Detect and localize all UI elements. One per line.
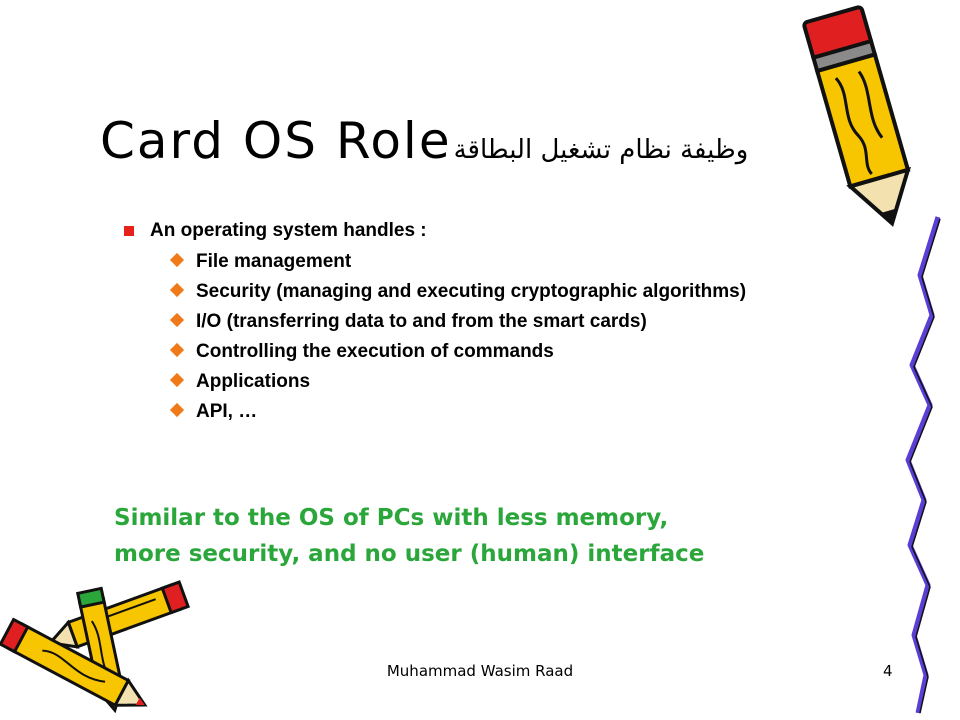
sub-item-text: I/O (transferring data to and from the smart cards): [196, 311, 647, 332]
pencil-icon: [800, 0, 950, 230]
sub-item: [120, 370, 780, 393]
square-bullet-icon: [124, 226, 134, 236]
sub-item-text: API, …: [196, 401, 258, 422]
diamond-bullet-icon: [170, 313, 184, 327]
sub-item: [120, 250, 780, 273]
page-number: 4: [883, 662, 893, 680]
summary-note-line: Similar to the OS of PCs with less memory,: [114, 505, 669, 531]
diamond-bullet-icon: [170, 373, 184, 387]
slide-title: [100, 112, 748, 182]
sub-item: [120, 310, 780, 333]
bullet-main: [120, 220, 780, 242]
sub-item-text: Applications: [196, 371, 311, 392]
summary-note: [114, 500, 874, 572]
sub-item: [120, 280, 780, 303]
diamond-bullet-icon: [170, 253, 184, 267]
title-english: Card OS Role: [100, 112, 452, 170]
sub-item: [120, 400, 780, 423]
diamond-bullet-icon: [170, 343, 184, 357]
title-arabic: وظيفة نظام تشغيل البطاقة: [453, 135, 749, 165]
bullet-main-text: An operating system handles :: [150, 220, 427, 241]
wavy-line: [880, 215, 960, 715]
sub-item: [120, 340, 780, 363]
summary-note-line: more security, and no user (human) interface: [114, 541, 705, 567]
diamond-bullet-icon: [170, 403, 184, 417]
footer-author: Muhammad Wasim Raad: [386, 662, 574, 680]
pencil-bundle-icon: [0, 580, 200, 715]
bullet-list: [120, 220, 780, 430]
sub-item-text: Security (managing and executing cryptographic algorithms): [196, 281, 747, 302]
sub-item-text: File management: [196, 251, 352, 272]
diamond-bullet-icon: [170, 283, 184, 297]
sub-item-text: Controlling the execution of commands: [196, 341, 554, 362]
